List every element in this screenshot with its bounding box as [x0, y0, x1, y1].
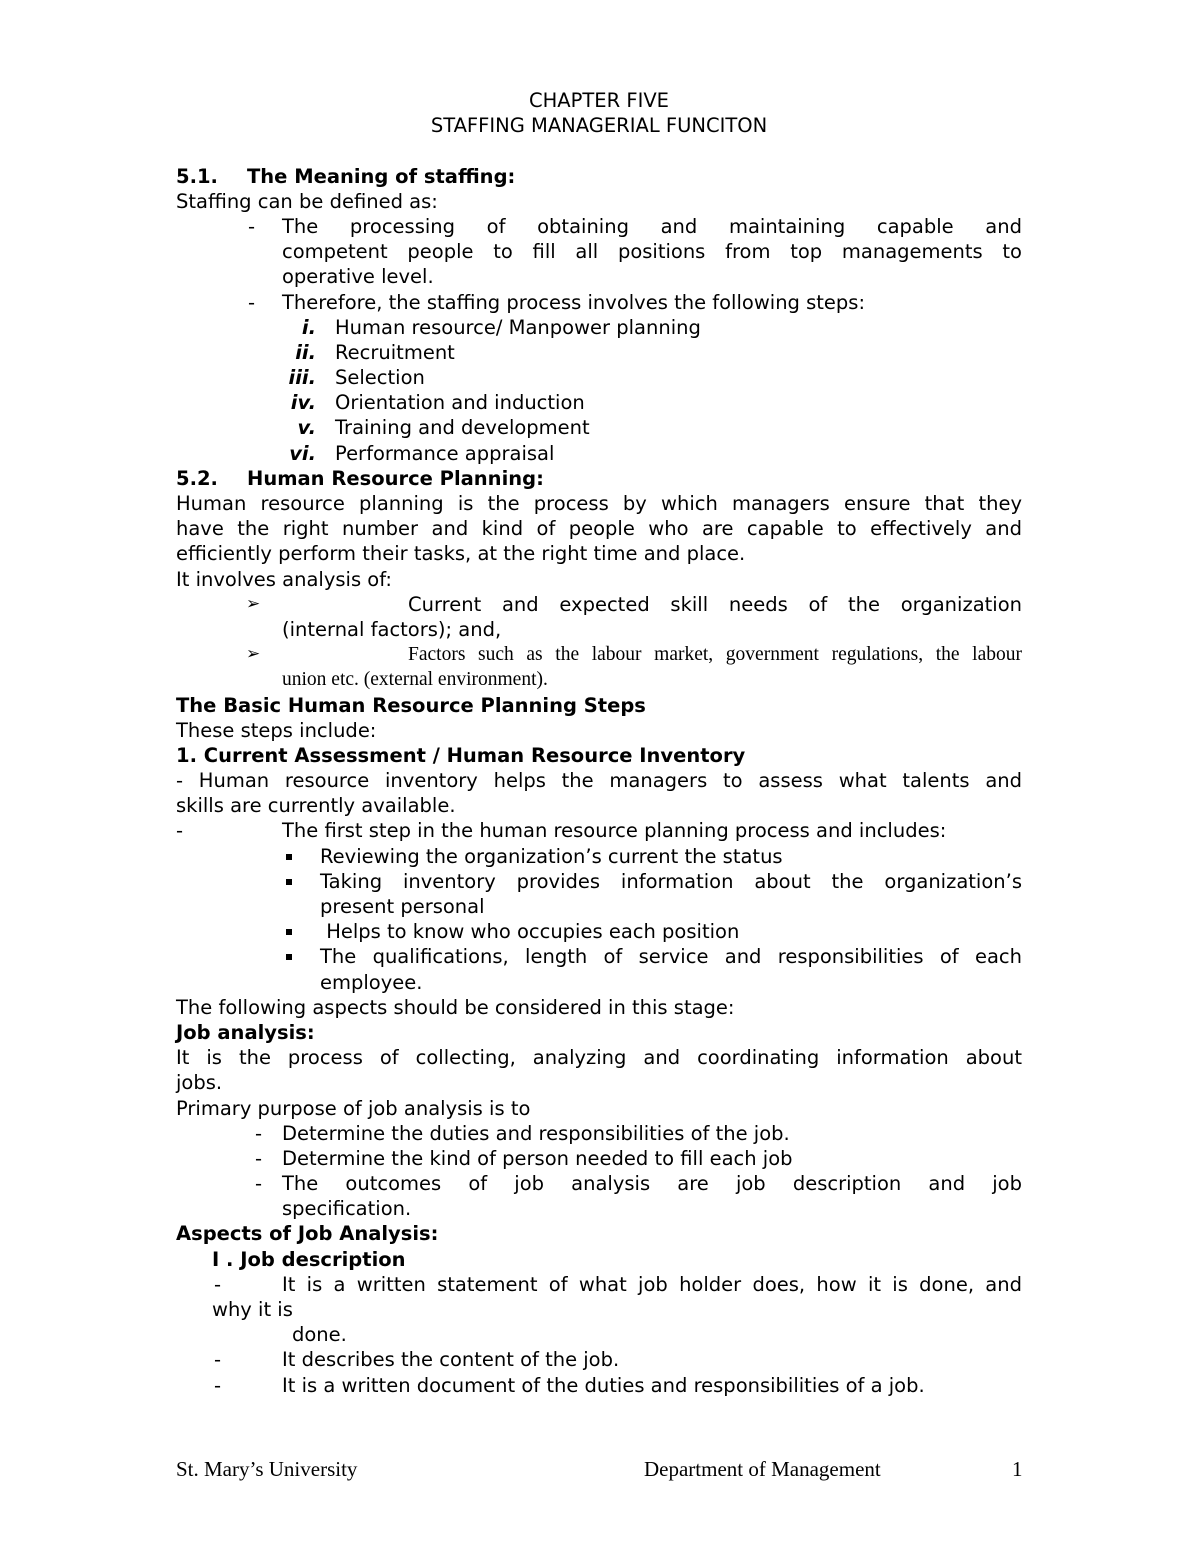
chapter-title: STAFFING MANAGERIAL FUNCITON: [430, 114, 768, 138]
spacer: [176, 138, 1022, 163]
basic-steps-heading: The Basic Human Resource Planning Steps: [176, 693, 646, 717]
chapter-label: CHAPTER FIVE: [529, 89, 669, 112]
description-text: done.: [292, 1323, 347, 1347]
step-item: [176, 340, 1022, 365]
step-text: Recruitment: [335, 340, 455, 364]
analysis-text: (internal factors); and,: [282, 617, 502, 641]
job-analysis-heading: Job analysis:: [176, 1020, 315, 1044]
description-text: It is a written document of the duties and responsibilities of a job.: [282, 1373, 925, 1397]
aspects-intro: The following aspects should be considered in this stage:: [176, 995, 735, 1019]
step-number: v.: [297, 416, 316, 440]
first-step-item: [176, 818, 1022, 843]
analysis-item: [176, 592, 1022, 617]
step-item: [176, 315, 1022, 340]
bullet-text: The qualifications, length of service and responsibilities of each: [320, 945, 1022, 969]
section-5-1-heading: [176, 164, 1022, 189]
purpose-text: Determine the duties and responsibilities of the job.: [282, 1121, 790, 1145]
definition-item: [176, 214, 1022, 239]
dash: -: [214, 1348, 222, 1372]
step-text: Training and development: [335, 416, 590, 440]
footer-department: Department of Management: [644, 1457, 881, 1481]
dash: -: [255, 1172, 263, 1196]
steps-intro: Therefore, the staffing process involves the following steps:: [282, 290, 866, 314]
analysis-intro: It involves analysis of:: [176, 567, 392, 591]
step-item: [176, 415, 1022, 440]
description-text: It describes the content of the job.: [282, 1348, 620, 1372]
hrp-paragraph-line: Human resource planning is the process by which managers ensure that they: [176, 492, 1022, 515]
definition-line: competent people to fill all positions from top managements to: [282, 240, 1022, 264]
description-cont: [176, 1322, 1022, 1347]
square-bullet-cont: [176, 894, 1022, 919]
definition-cont: [176, 264, 1022, 289]
inventory-paragraph-line: - Human resource inventory helps the managers to assess what talents and: [176, 769, 1022, 793]
square-bullet-cont: [176, 970, 1022, 995]
definition-line: operative level.: [282, 265, 434, 289]
description-text: It is a written statement of what job holder does, how it is done, and: [282, 1272, 1022, 1296]
section-5-2-heading: [176, 466, 1022, 491]
section-title: Human Resource Planning:: [247, 466, 544, 490]
steps-intro-item: [176, 290, 1022, 315]
description-cont: [176, 1297, 1022, 1322]
step-number: iii.: [288, 366, 316, 390]
step-number: i.: [301, 315, 316, 339]
document-body: [176, 88, 1022, 1398]
step-number: ii.: [295, 340, 316, 364]
analysis-item: [176, 642, 1022, 667]
page-number: 1: [1012, 1457, 1023, 1481]
dash: -: [255, 1121, 263, 1145]
step-number: vi.: [289, 441, 316, 465]
description-item: [176, 1272, 1022, 1297]
definition-line: The processing of obtaining and maintaining capable and: [282, 214, 1022, 238]
purpose-text: The outcomes of job analysis are job description and job: [282, 1172, 1022, 1196]
description-item: [176, 1373, 1022, 1398]
analysis-cont: [176, 617, 1022, 642]
job-description-title: I . Job description: [212, 1247, 406, 1271]
dash: -: [214, 1373, 222, 1397]
job-description-heading: [176, 1247, 1022, 1272]
analysis-text: union etc. (external environment).: [282, 669, 548, 691]
purpose-item: [176, 1121, 1022, 1146]
section-number: 5.2.: [176, 466, 218, 490]
step-text: Human resource/ Manpower planning: [335, 315, 701, 339]
step-item: [176, 441, 1022, 466]
step-item: [176, 365, 1022, 390]
square-bullet-item: [176, 919, 1022, 944]
description-text: why it is: [212, 1298, 293, 1321]
step-text: Orientation and induction: [335, 391, 585, 415]
step-text: Selection: [335, 366, 425, 390]
arrow-bullet-icon: ➢: [246, 593, 261, 614]
bullet-text: present personal: [320, 895, 485, 918]
step-number: iv.: [290, 391, 316, 415]
section-number: 5.1.: [176, 164, 218, 188]
dash: -: [248, 214, 256, 238]
purpose-item: [176, 1171, 1022, 1196]
bullet-text: Helps to know who occupies each position: [320, 920, 740, 944]
square-bullet-item: [176, 869, 1022, 894]
square-bullet-icon: [286, 954, 292, 960]
step-item: [176, 390, 1022, 415]
purpose-text: Determine the kind of person needed to fill each job: [282, 1146, 793, 1170]
square-bullet-icon: [286, 854, 292, 860]
dash: -: [176, 819, 184, 843]
dash: -: [248, 290, 256, 314]
analysis-text: Current and expected skill needs of the organization: [408, 592, 1022, 616]
square-bullet-icon: [286, 879, 292, 885]
dash: -: [255, 1146, 263, 1170]
aspects-heading: Aspects of Job Analysis:: [176, 1222, 439, 1246]
footer-university: St. Mary’s University: [176, 1457, 358, 1481]
square-bullet-icon: [286, 929, 292, 935]
purpose-intro: Primary purpose of job analysis is to: [176, 1096, 531, 1120]
first-step-text: The first step in the human resource planning process and includes:: [282, 819, 947, 843]
arrow-bullet-icon: ➢: [246, 644, 261, 665]
basic-steps-intro: These steps include:: [176, 718, 377, 742]
step-text: Performance appraisal: [335, 441, 555, 465]
bullet-text: employee.: [320, 970, 423, 994]
hrp-paragraph-line: have the right number and kind of people who are capable to effectively and: [176, 517, 1022, 541]
definition-cont: [176, 239, 1022, 264]
bullet-text: Reviewing the organization’s current the status: [320, 844, 783, 868]
analysis-cont: [176, 667, 1022, 692]
bullet-text: Taking inventory provides information about the organization’s: [320, 869, 1022, 893]
staffing-intro: Staffing can be defined as:: [176, 189, 438, 213]
description-item: [176, 1347, 1022, 1372]
purpose-cont: [176, 1196, 1022, 1221]
square-bullet-item: [176, 844, 1022, 869]
job-analysis-paragraph-line: jobs.: [176, 1071, 223, 1095]
purpose-text: specification.: [282, 1197, 412, 1221]
section-title: The Meaning of staffing:: [247, 164, 516, 188]
hrp-paragraph-line: efficiently perform their tasks, at the right time and place.: [176, 542, 746, 566]
dash: -: [214, 1272, 222, 1296]
job-analysis-paragraph-line: It is the process of collecting, analyzing and coordinating information about: [176, 1046, 1022, 1070]
square-bullet-item: [176, 944, 1022, 969]
analysis-text: Factors such as the labour market, government regulations, the labour: [408, 644, 1022, 666]
purpose-item: [176, 1146, 1022, 1171]
step-1-heading: 1. Current Assessment / Human Resource Inventory: [176, 743, 746, 767]
inventory-paragraph-line: skills are currently available.: [176, 794, 456, 818]
